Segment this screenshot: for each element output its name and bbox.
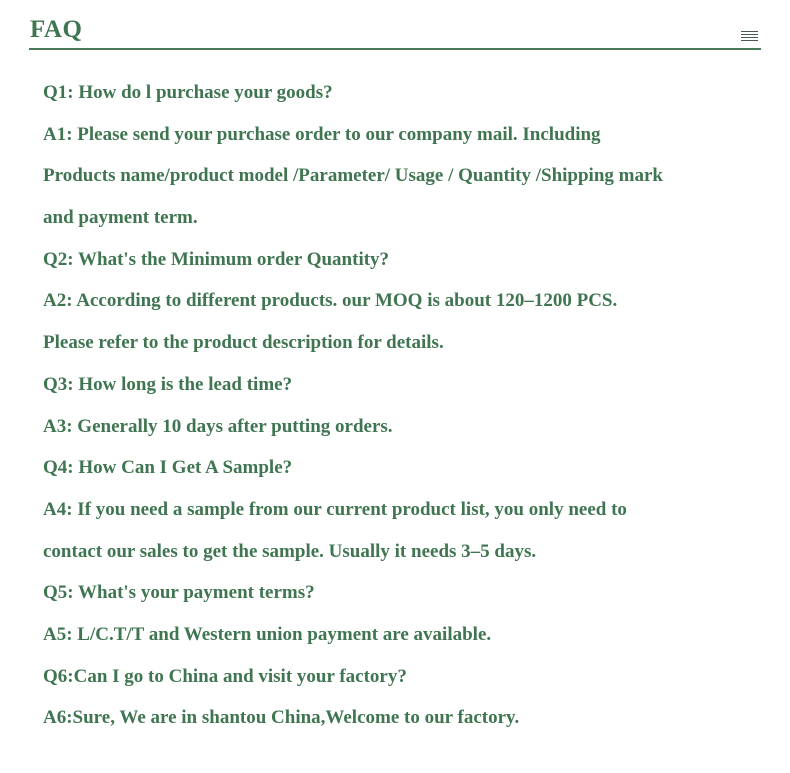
question-4: Q4: How Can I Get A Sample?: [43, 457, 293, 479]
answer-5: A5: L/C.T/T and Western union payment are available.: [43, 623, 492, 645]
answer-2-line-1: A2: According to different products. our MOQ is about 120–1200 PCS.: [43, 290, 618, 312]
answer-4-line-2: contact our sales to get the sample. Usually it needs 3–5 days.: [43, 540, 537, 562]
question-5: Q5: What's your payment terms?: [43, 582, 315, 604]
answer-1-line-1: A1: Please send your purchase order to our company mail. Including: [43, 123, 601, 145]
faq-content: [43, 72, 753, 739]
answer-3: A3: Generally 10 days after putting orders.: [43, 415, 393, 437]
question-3: Q3: How long is the lead time?: [43, 373, 293, 395]
answer-4-line-1: A4: If you need a sample from our current product list, you only need to: [43, 498, 627, 520]
answer-6: A6:Sure, We are in shantou China,Welcome to our factory.: [43, 707, 520, 729]
question-6: Q6:Can I go to China and visit your factory?: [43, 665, 407, 687]
question-2: Q2: What's the Minimum order Quantity?: [43, 248, 390, 270]
answer-1-line-2: Products name/product model /Parameter/ Usage / Quantity /Shipping mark: [43, 165, 663, 187]
answer-1-line-3: and payment term.: [43, 207, 198, 229]
question-1: Q1: How do l purchase your goods?: [43, 82, 333, 103]
faq-header: [29, 14, 761, 50]
page-title: FAQ: [30, 16, 83, 43]
hamburger-menu-icon[interactable]: [741, 31, 758, 42]
answer-2-line-2: Please refer to the product description for details.: [43, 332, 444, 354]
